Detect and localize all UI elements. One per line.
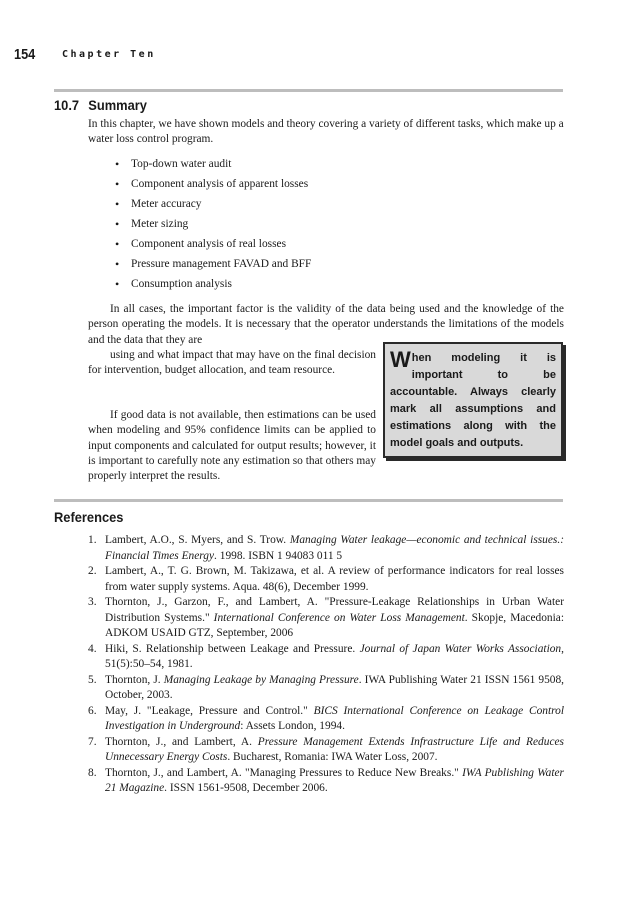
reference-title: International Conference on Water Loss Management bbox=[213, 611, 465, 624]
reference-number: 7. bbox=[88, 735, 97, 748]
reference-text: Thornton, J., Garzon, F., and Lambert, A. "Pressure-Leakage Relationships in Urban Water Distribution Systems." bbox=[105, 596, 564, 624]
reference-text: Lambert, A.O., S. Myers, and S. Trow. bbox=[105, 534, 290, 546]
bullet-item: • Pressure management FAVAD and BFF bbox=[115, 256, 311, 276]
reference-text: . Bucharest, Romania: IWA Water Loss, 2007. bbox=[227, 751, 438, 763]
references-heading: References bbox=[54, 509, 124, 525]
chapter-label: Chapter Ten bbox=[62, 49, 156, 60]
reference-item bbox=[88, 704, 564, 735]
reference-text: . IWA Publishing Water 21 ISSN 1561 9508, October, 2003. bbox=[105, 673, 565, 701]
reference-number: 2. bbox=[88, 565, 97, 577]
reference-item bbox=[88, 595, 564, 642]
reference-item bbox=[88, 735, 564, 766]
reference-title: IWA Publishing Water 21 Magazine bbox=[105, 766, 564, 794]
bullet-item: • Component analysis of apparent losses bbox=[115, 176, 311, 196]
references-list bbox=[88, 533, 564, 797]
reference-number: 8. bbox=[88, 766, 97, 779]
callout-text: hen modeling it is important to be accountable. Always clearly mark all assumptions and estimations along with the model goals and outputs. bbox=[390, 352, 556, 449]
bullet-item: • Consumption analysis bbox=[115, 276, 311, 296]
bullet-item: • Meter accuracy bbox=[115, 196, 311, 216]
reference-item bbox=[88, 673, 564, 704]
bullet-item: • Meter sizing bbox=[115, 216, 311, 236]
callout-dropcap: W bbox=[390, 347, 411, 372]
reference-number: 5. bbox=[88, 673, 97, 686]
summary-paragraph-2: If good data is not available, then estimations can be used when modeling and 95% confidence limits can be applied to input components and calculated for output results; however, it is important to carefully note any estimation so that others may properly interpret the results. bbox=[88, 409, 376, 483]
reference-text: Thornton, J., and Lambert, A. "Managing Pressures to Reduce New Breaks." bbox=[105, 766, 463, 779]
reference-title: Pressure Management Extends Infrastructure Life and Reduces Unnecessary Energy Costs bbox=[105, 735, 564, 763]
reference-number: 3. bbox=[88, 596, 97, 608]
reference-item bbox=[88, 564, 564, 595]
paragraph-1-wide-part: In all cases, the important factor is the validity of the data being used and the knowledge of the person operating the models. It is necessary that the operator understands the limitations of the models and the data that they are bbox=[88, 303, 564, 346]
section-title: Summary bbox=[88, 97, 147, 113]
reference-title: Journal of Japan Water Works Association bbox=[359, 642, 562, 655]
reference-text: Lambert, A., T. G. Brown, M. Takizawa, et al. A review of performance indicators for real losses from water supply systems. Aqua. 48(6), December 1999. bbox=[105, 565, 564, 593]
reference-text: . 1998. ISBN 1 94083 011 5 bbox=[214, 549, 343, 562]
bullet-item: • Component analysis of real losses bbox=[115, 236, 311, 256]
section-divider-top bbox=[54, 89, 563, 92]
reference-text: , 51(5):50–54, 1981. bbox=[105, 642, 564, 670]
section-number: 10.7 bbox=[54, 97, 80, 113]
reference-item bbox=[88, 642, 564, 673]
reference-number: 6. bbox=[88, 704, 97, 717]
reference-text: : Assets London, 1994. bbox=[240, 720, 345, 732]
reference-text: Thornton, J. bbox=[105, 673, 164, 686]
reference-text: . ISSN 1561-9508, December 2006. bbox=[164, 782, 328, 794]
section-divider-references bbox=[54, 499, 563, 502]
reference-item bbox=[88, 766, 564, 797]
reference-text: Thornton, J., and Lambert, A. bbox=[105, 735, 258, 748]
reference-text: May, J. "Leakage, Pressure and Control." bbox=[105, 704, 314, 717]
callout-box bbox=[383, 342, 563, 458]
bullet-item: • Top-down water audit bbox=[115, 156, 311, 176]
section-heading-summary bbox=[54, 97, 147, 113]
reference-title: BICS International Conference on Leakage Control Investigation in Underground bbox=[105, 704, 565, 732]
reference-number: 4. bbox=[88, 642, 97, 655]
reference-title: Managing Water leakage—economic and technical issues.: Financial Times Energy bbox=[105, 534, 565, 562]
reference-text: . Skopje, Macedonia: ADKOM USAID GTZ, September, 2006 bbox=[105, 611, 564, 639]
reference-title: Managing Leakage by Managing Pressure bbox=[163, 673, 359, 686]
paragraph-1-narrow-part: using and what impact that may have on the final decision for intervention, budget allocation, and team resource. bbox=[88, 348, 376, 377]
reference-number: 1. bbox=[88, 534, 97, 546]
page-number: 154 bbox=[14, 46, 36, 63]
reference-text: Hiki, S. Relationship between Leakage and Pressure. bbox=[105, 642, 360, 655]
summary-bullet-list bbox=[115, 156, 311, 296]
reference-item bbox=[88, 533, 564, 564]
summary-intro: In this chapter, we have shown models and theory covering a variety of different tasks, which make up a water loss control program. bbox=[88, 118, 564, 146]
